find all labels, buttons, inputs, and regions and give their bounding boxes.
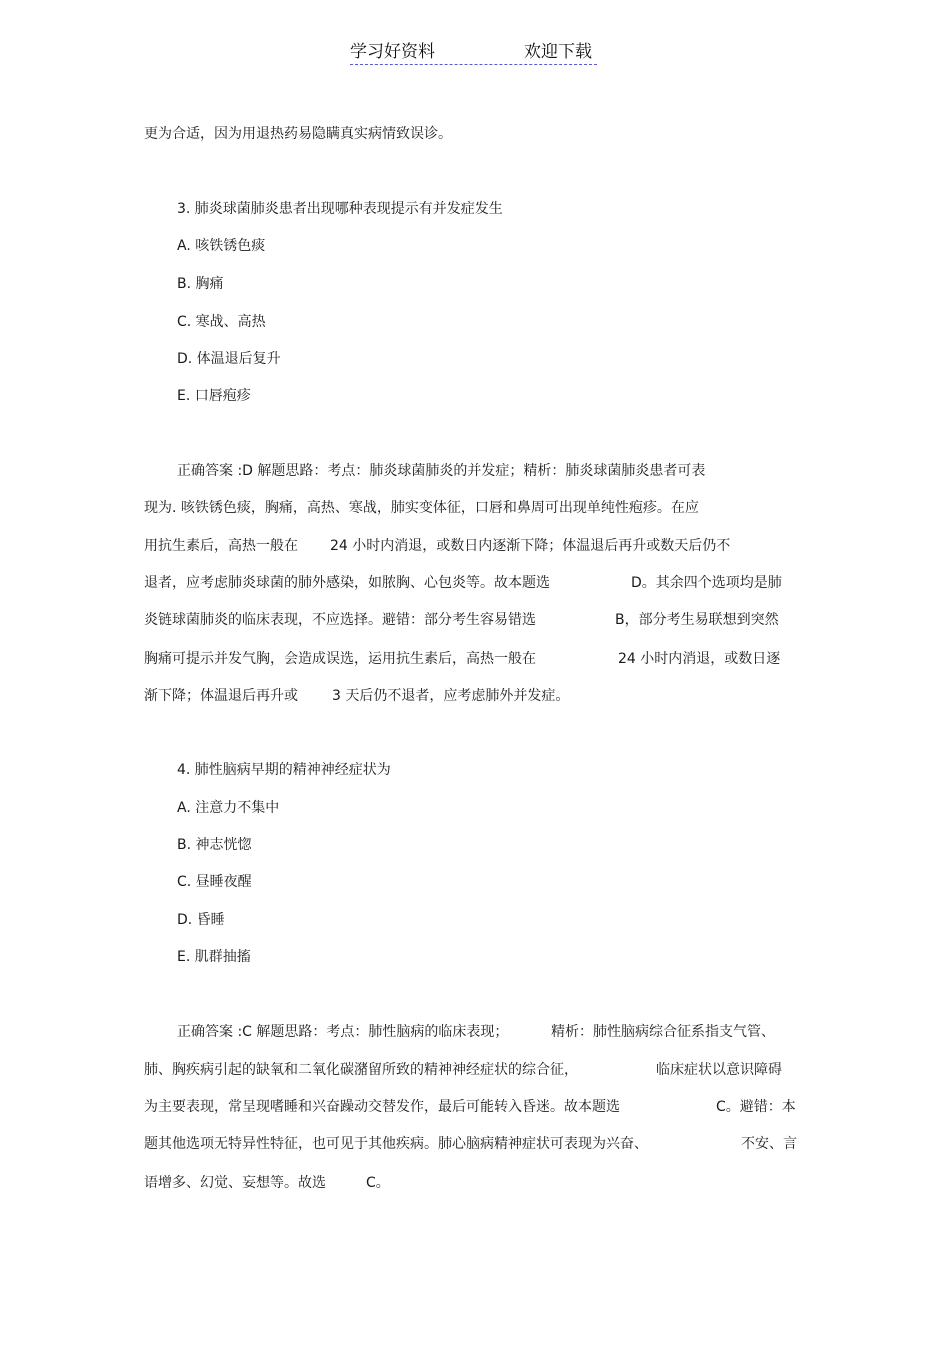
question-4-title: 4. 肺性脑病早期的精神神经症状为 — [177, 762, 391, 778]
q4-answer-choice: C。避错：本 — [716, 1099, 796, 1115]
q4-answer-choice: C。 — [366, 1175, 390, 1191]
q3-option-e: E. 口唇疱疹 — [177, 388, 251, 404]
page-header — [350, 40, 600, 70]
q4-answer-text: 题其他选项无特异性特征，也可见于其他疾病。肺心脑病精神症状可表现为兴奋、 — [144, 1136, 648, 1152]
q4-answer-text: 为主要表现，常呈现嗜睡和兴奋躁动交替发作，最后可能转入昏迷。故本题选 — [144, 1099, 620, 1115]
q3-answer-text: 正确答案 :D 解题思路：考点：肺炎球菌肺炎的并发症；精析：肺炎球菌肺炎患者可表 — [177, 463, 706, 479]
q3-answer-text: 渐下降；体温退后再升或 — [144, 688, 298, 704]
q4-answer-text: 语增多、幻觉、妄想等。故选 — [144, 1175, 326, 1191]
header-left-text: 学习好资料 — [350, 42, 435, 62]
q3-answer-text: 胸痛可提示并发气胸，会造成误选，运用抗生素后，高热一般在 — [144, 651, 536, 667]
q4-option-b: B. 神志恍惚 — [177, 837, 252, 853]
q4-answer-text: 不安、言 — [741, 1136, 797, 1152]
q4-answer-text: 精析：肺性脑病综合征系指支气管、 — [551, 1024, 775, 1040]
q3-answer-text: 3 天后仍不退者，应考虑肺外并发症。 — [332, 688, 570, 704]
q3-answer-choice: D。其余四个选项均是肺 — [631, 575, 782, 591]
q4-option-c: C. 昼睡夜醒 — [177, 874, 252, 890]
q3-answer-text: 退者，应考虑肺炎球菌的肺外感染，如脓胸、心包炎等。故本题选 — [144, 575, 550, 591]
q4-option-a: A. 注意力不集中 — [177, 800, 280, 816]
q4-answer-text: 肺、胸疾病引起的缺氧和二氧化碳潴留所致的精神神经症状的综合征， — [144, 1062, 578, 1078]
q4-option-d: D. 昏睡 — [177, 912, 225, 928]
q3-option-c: C. 寒战、高热 — [177, 314, 266, 330]
intro-paragraph: 更为合适，因为用退热药易隐瞒真实病情致误诊。 — [144, 126, 452, 142]
header-dashed-rule — [350, 64, 597, 65]
q3-answer-text: 用抗生素后，高热一般在 — [144, 538, 298, 554]
header-right-text: 欢迎下载 — [524, 42, 592, 62]
q3-answer-text: 炎链球菌肺炎的临床表现，不应选择。避错：部分考生容易错选 — [144, 612, 536, 628]
q3-answer-text: 现为. 咳铁锈色痰，胸痛，高热、寒战，肺实变体征，口唇和鼻周可出现单纯性疱疹。在应 — [144, 500, 699, 516]
q4-option-e: E. 肌群抽搐 — [177, 949, 251, 965]
q4-answer-text: 正确答案 :C 解题思路：考点：肺性脑病的临床表现； — [177, 1024, 509, 1040]
q3-option-a: A. 咳铁锈色痰 — [177, 238, 266, 254]
q3-answer-text: 24 小时内消退，或数日内逐渐下降；体温退后再升或数天后仍不 — [330, 538, 731, 554]
q3-option-b: B. 胸痛 — [177, 276, 224, 292]
q3-answer-text: 24 小时内消退，或数日逐 — [618, 651, 781, 667]
q3-option-d: D. 体温退后复升 — [177, 351, 281, 367]
q4-answer-text: 临床症状以意识障碍 — [656, 1062, 782, 1078]
q3-answer-choice: B，部分考生易联想到突然 — [615, 612, 779, 628]
question-3-title: 3. 肺炎球菌肺炎患者出现哪种表现提示有并发症发生 — [177, 201, 503, 217]
